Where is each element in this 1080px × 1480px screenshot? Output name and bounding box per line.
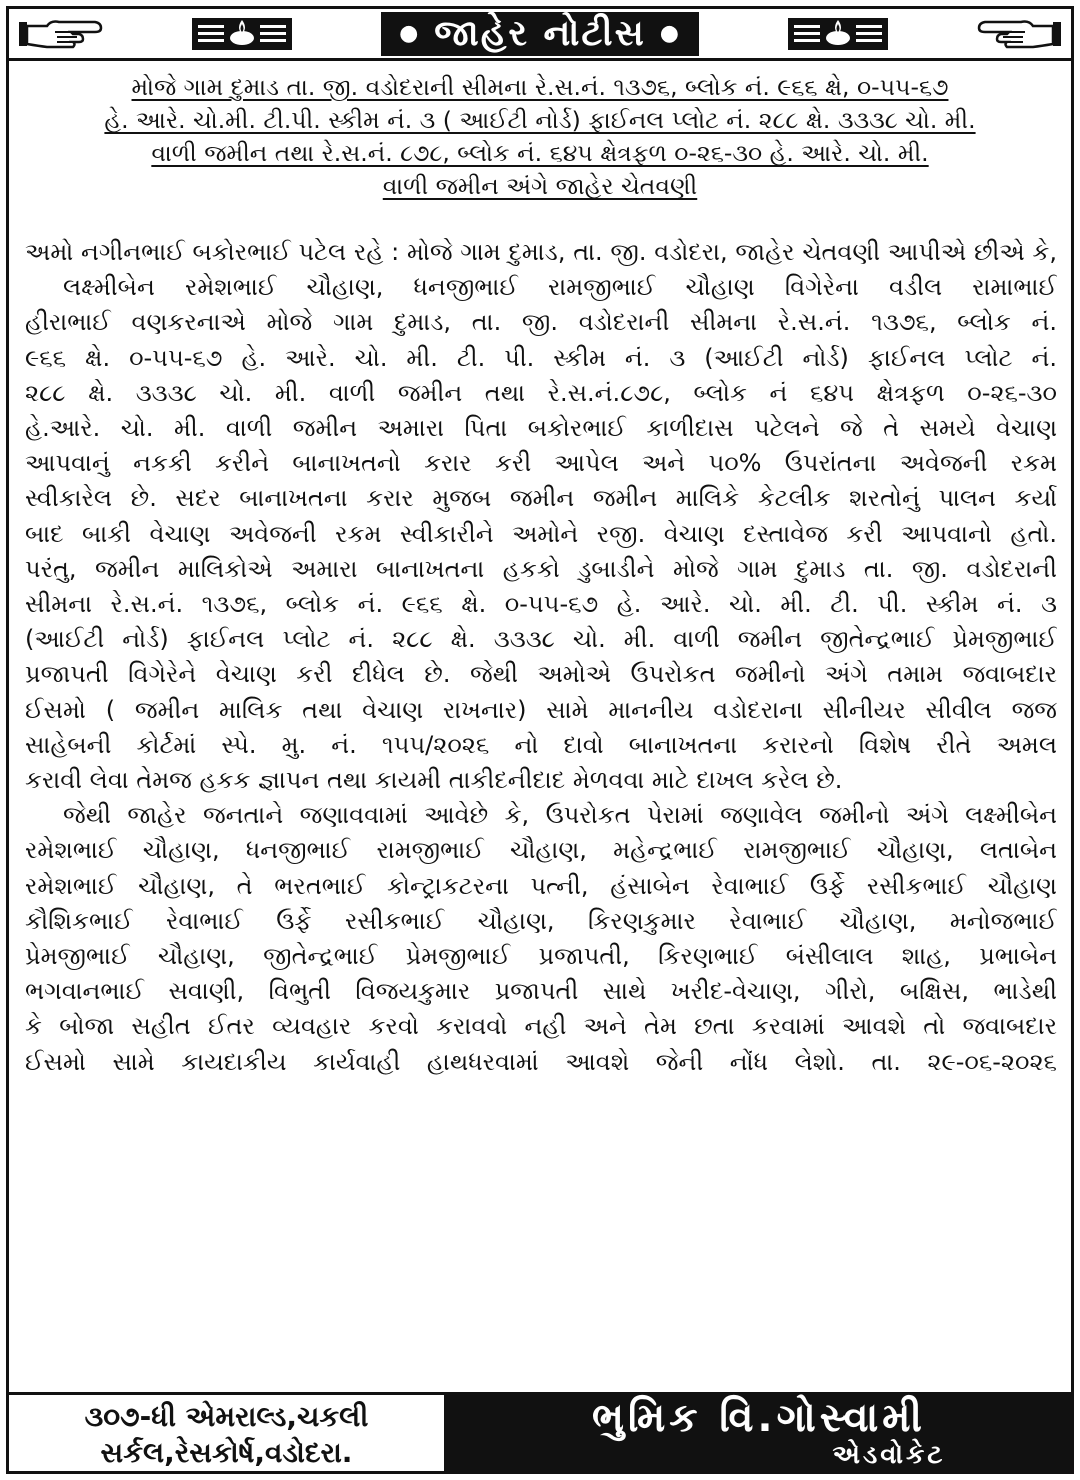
subject-line: હે. આરે. ચો.મી. ટી.પી. સ્કીમ નં. ૩ ( આઈટી નોર્ડ) ફાઈનલ પ્લોટ નં. ૨૮૮ ક્ષે. ૩૩૩૮ ચો. મી. [104, 106, 976, 134]
lamp-emblem-icon [190, 14, 294, 54]
body-line: ૨૮૮ ક્ષે. ૩૩૩૮ ચો. મી. વાળી જમીન તથા રે.સ.નં.૮૭૮, બ્લોક નં ૬૪૫ ક્ષેત્રફળ ૦-૨૬-૩૦ [25, 378, 1057, 407]
notice-subject [23, 71, 1057, 203]
body-line: હે.આરે. ચો. મી. વાળી જમીન અમારા પિતા બકોરભાઈ કાળીદાસ પટેલને જે તે સમયે વેચાણ [25, 414, 1057, 443]
pointing-hand-right-icon [17, 14, 103, 54]
body-line: બાદ બાકી વેચાણ અવેજની રકમ સ્વીકારીને અમોને રજી. વેચાણ દસ્તાવેજ કરી આપવાનો હતો. [25, 519, 1057, 548]
address-line: સર્કલ,રેસકોર્ષ,વડોદરા. [100, 1435, 353, 1469]
subject-line: મોજે ગામ દુમાડ તા. જી. વડોદરાની સીમના રે.સ.નં. ૧૩૭૬, બ્લોક નં. ૯૬૬ ક્ષે, ૦-૫૫-૬૭ [131, 73, 949, 101]
advocate-block [447, 1395, 1071, 1471]
body-line: રમેશભાઈ ચૌહાણ, તે ભરતભાઈ કોન્ટ્રાકટરના પત્ની, હંસાબેન રેવાભાઈ ઉર્ફે રસીકભાઈ ચૌહાણ [25, 871, 1057, 900]
bullet-icon: ● [659, 21, 681, 46]
subject-line: વાળી જમીન તથા રે.સ.નં. ૮૭૮, બ્લોક નં. ૬૪૫ ક્ષેત્રફળ ૦-૨૬-૩૦ હે. આરે. ચો. મી. [151, 139, 929, 167]
body-line: ઈસમો ( જમીન માલિક તથા વેચાણ રાખનાર) સામે માનનીય વડોદરાના સીનીયર સીવીલ જજ [25, 695, 1057, 724]
body-line: સાહેબની કોર્ટમાં સ્પે. મુ. નં. ૧૫૫/૨૦૨૬ નો દાવો બાનાખતના કરારનો વિશેષ રીતે અમલ [25, 730, 1057, 759]
advocate-name: ભુમિક વિ.ગોસ્વામી [591, 1395, 926, 1441]
bullet-icon: ● [399, 21, 421, 46]
notice-body [25, 235, 1057, 1080]
lamp-emblem-icon [786, 14, 890, 54]
body-line: (આઈટી નોર્ડ) ફાઈનલ પ્લોટ નં. ૨૮૮ ક્ષે. ૩૩૩૮ ચો. મી. વાળી જમીન જીતેન્દ્રભાઈ પ્રેમજીભાઈ [25, 625, 1057, 654]
body-line: પરંતુ, જમીન માલિકોએ અમારા બાનાખતના હકકો ડુબાડીને મોજે ગામ દુમાડ તા. જી. વડોદરાની [25, 554, 1057, 583]
pointing-hand-left-icon [977, 14, 1063, 54]
body-line: જેથી જાહેર જનતાને જણાવવામાં આવેછે કે, ઉપરોકત પેરામાં જણાવેલ જમીનો અંગે લક્ષ્મીબેન [63, 801, 1057, 830]
address-line: ૩૦૭-ધી એમરાલ્ડ,ચકલી [84, 1399, 369, 1433]
advocate-address [9, 1395, 447, 1474]
body-line: કરાવી લેવા તેમજ હકક જ્ઞાપન તથા કાયમી તાકીદનીદાદ મેળવવા માટે દાખલ કરેલ છે. [25, 766, 843, 795]
body-line: પ્રેમજીભાઈ ચૌહાણ, જીતેન્દ્રભાઈ પ્રેમજીભાઈ પ્રજાપતી, કિરણભાઈ બંસીલાલ શાહ, પ્રભાબેન [25, 942, 1057, 971]
body-line: રમેશભાઈ ચૌહાણ, ધનજીભાઈ રામજીભાઈ ચૌહાણ, મહેન્દ્રભાઈ રામજીભાઈ ચૌહાણ, લતાબેન [25, 836, 1057, 865]
body-line: આપવાનું નકકી કરીને બાનાખતનો કરાર કરી આપેલ અને ૫૦% ઉપરાંતના અવેજની રકમ [25, 449, 1057, 478]
notice-title-text: જાહેર નોટીસ [434, 12, 646, 54]
notice-header [9, 9, 1071, 61]
body-line: ૯૬૬ ક્ષે. ૦-૫૫-૬૭ હે. આરે. ચો. મી. ટી. પી. સ્કીમ નં. ૩ (આઈટી નોર્ડ) ફાઈનલ પ્લોટ નં. [25, 343, 1057, 372]
body-line: અમો નગીનભાઈ બકોરભાઈ પટેલ રહે : મોજે ગામ દુમાડ, તા. જી. વડોદરા, જાહેર ચેતવણી આપીએ છીએ કે, [25, 238, 1057, 266]
body-line: કૌશિકભાઈ રેવાભાઈ ઉર્ફે રસીકભાઈ ચૌહાણ, કિરણકુમાર રેવાભાઈ ચૌહાણ, મનોજભાઈ [25, 906, 1057, 935]
body-line: ભગવાનભાઈ સવાણી, વિભુતી વિજયકુમાર પ્રજાપતી સાથે ખરીદ-વેચાણ, ગીરો, બક્ષિસ, ભાડેથી [25, 977, 1057, 1006]
notice-title [381, 12, 699, 56]
body-line: ઈસમો સામે કાયદાકીય કાર્યવાહી હાથધરવામાં આવશે જેની નોંધ લેશો. તા. ૨૯-૦૬-૨૦૨૬ [25, 1047, 1057, 1076]
body-line: હીરાભાઈ વણકરનાએ મોજે ગામ દુમાડ, તા. જી. વડોદરાની સીમના રે.સ.નં. ૧૩૭૬, બ્લોક નં. [25, 308, 1057, 337]
subject-line: વાળી જમીન અંગે જાહેર ચેતવણી [382, 172, 698, 200]
body-line: લક્ષ્મીબેન રમેશભાઈ ચૌહાણ, ધનજીભાઈ રામજીભાઈ ચૌહાણ વિગેરેના વડીલ રામાભાઈ [63, 273, 1057, 302]
advocate-role: એડવોકેટ [832, 1440, 946, 1470]
body-line: સીમના રે.સ.નં. ૧૩૭૬, બ્લોક નં. ૯૬૬ ક્ષે. ૦-૫૫-૬૭ હે. આરે. ચો. મી. ટી. પી. સ્કીમ નં. ૩ [25, 590, 1057, 619]
body-line: સ્વીકારેલ છે. સદર બાનાખતના કરાર મુજબ જમીન જમીન માલિકે કેટલીક શરતોનું પાલન કર્યા [25, 484, 1057, 513]
body-line: પ્રજાપતી વિગેરેને વેચાણ કરી દીધેલ છે. જેથી અમોએ ઉપરોકત જમીનો અંગે તમામ જવાબદાર [25, 660, 1057, 689]
notice-footer [9, 1392, 1071, 1471]
notice-frame [6, 6, 1074, 1474]
body-line: કે બોજા સહીત ઈતર વ્યવહાર કરવો કરાવવો નહી અને તેમ છતા કરવામાં આવશે તો જવાબદાર [25, 1012, 1057, 1041]
